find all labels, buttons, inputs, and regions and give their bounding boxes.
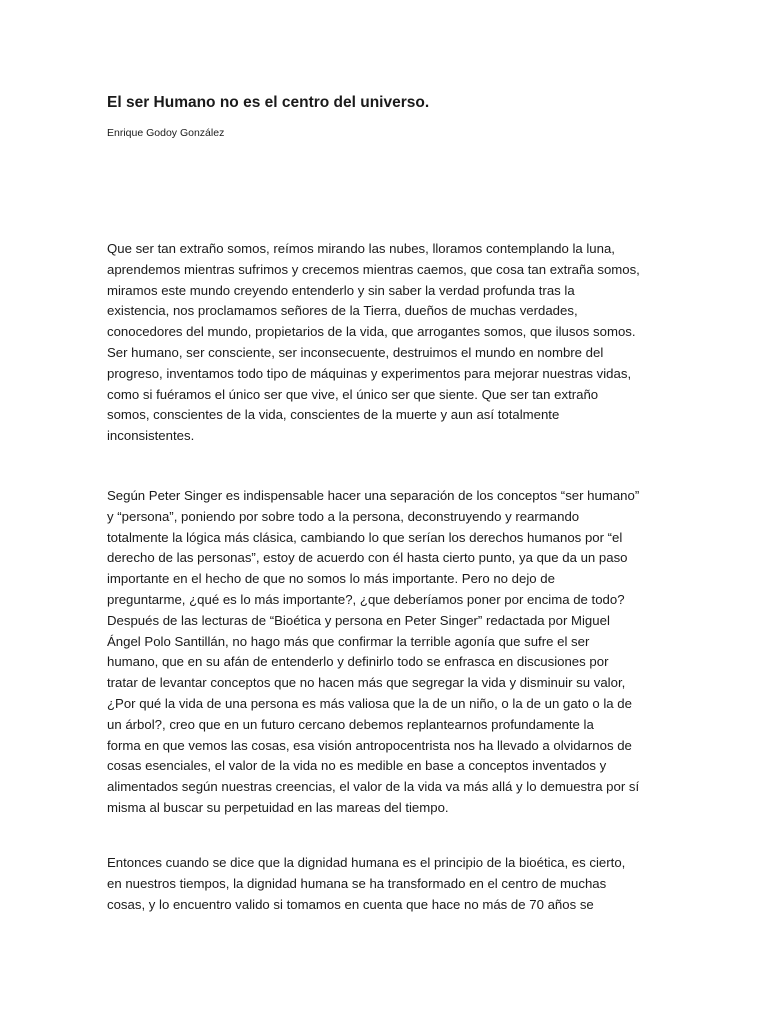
document-author: Enrique Godoy González xyxy=(107,127,225,139)
text-line: cosas, y lo encuentro valido si tomamos en cuenta que hace no más de 70 años se xyxy=(107,896,594,912)
text-line: como si fuéramos el único ser que vive, el único ser que siente. Que ser tan extraño xyxy=(107,386,599,402)
text-line: tratar de levantar conceptos que no hacen más que segregar la vida y disminuir su valor, xyxy=(107,675,626,691)
text-line: derecho de las personas”, estoy de acuerdo con él hasta cierto punto, ya que da un paso xyxy=(107,550,628,566)
text-line: humano, que en su afán de entenderlo y definirlo todo se enfrasca en discusiones por xyxy=(107,654,609,670)
text-line: miramos este mundo creyendo entenderlo y sin saber la verdad profunda tras la xyxy=(107,282,575,298)
text-line: Después de las lecturas de “Bioética y persona en Peter Singer” redactada por Miguel xyxy=(107,612,610,628)
text-line: Que ser tan extraño somos, reímos mirando las nubes, lloramos contemplando la luna, xyxy=(107,241,615,256)
text-line: existencia, nos proclamamos señores de la Tierra, dueños de muchas verdades, xyxy=(107,303,578,319)
text-line: totalmente la lógica más clásica, cambiando lo que serían los derechos humanos por “el xyxy=(107,529,623,545)
text-line: Ser humano, ser consciente, ser inconsecuente, destruimos el mundo en nombre del xyxy=(107,344,604,360)
text-line: y “persona”, poniendo por sobre todo a la persona, deconstruyendo y rearmando xyxy=(107,508,580,524)
text-line: aprendemos mientras sufrimos y crecemos mientras caemos, que cosa tan extraña somos, xyxy=(107,261,640,277)
paragraph-1 xyxy=(107,239,663,447)
text-line: en nuestros tiempos, la dignidad humana se ha transformado en el centro de muchas xyxy=(107,875,607,891)
paragraph-2 xyxy=(107,486,663,819)
text-line: inconsistentes. xyxy=(107,428,195,444)
text-line: ¿Por qué la vida de una persona es más valiosa que la de un niño, o la de un gato o la de xyxy=(107,695,632,711)
text-line: un árbol?, creo que en un futuro cercano debemos replantearnos profundamente la xyxy=(107,716,594,732)
text-line: preguntarme, ¿qué es lo más importante?, ¿que deberíamos poner por encima de todo? xyxy=(107,591,625,607)
text-line: importante en el hecho de que no somos lo más importante. Pero no dejo de xyxy=(107,571,555,587)
text-line: forma en que vemos las cosas, esa visión antropocentrista nos ha llevado a olvidarnos de xyxy=(107,737,632,753)
document-title: El ser Humano no es el centro del universo. xyxy=(107,94,430,111)
text-line: cosas esenciales, el valor de la vida no es medible en base a conceptos inventados y xyxy=(107,758,607,774)
text-line: Según Peter Singer es indispensable hacer una separación de los conceptos “ser humano” xyxy=(107,488,640,503)
text-line: somos, conscientes de la vida, conscientes de la muerte y aun así totalmente xyxy=(107,407,560,423)
text-line: Entonces cuando se dice que la dignidad humana es el principio de la bioética, es cierto, xyxy=(107,855,626,870)
paragraph-3 xyxy=(107,853,663,915)
text-line: misma al buscar su perpetuidad en las mareas del tiempo. xyxy=(107,799,449,815)
text-line: progreso, inventamos todo tipo de máquinas y experimentos para mejorar nuestras vidas, xyxy=(107,365,632,381)
text-line: alimentados según nuestras creencias, el valor de la vida va más allá y lo demuestra por sí xyxy=(107,779,640,795)
text-line: conocedores del mundo, propietarios de la vida, que arrogantes somos, que ilusos somos. xyxy=(107,324,636,340)
text-line: Ángel Polo Santillán, no hago más que confirmar la terrible agonía que sufre el ser xyxy=(107,633,590,649)
